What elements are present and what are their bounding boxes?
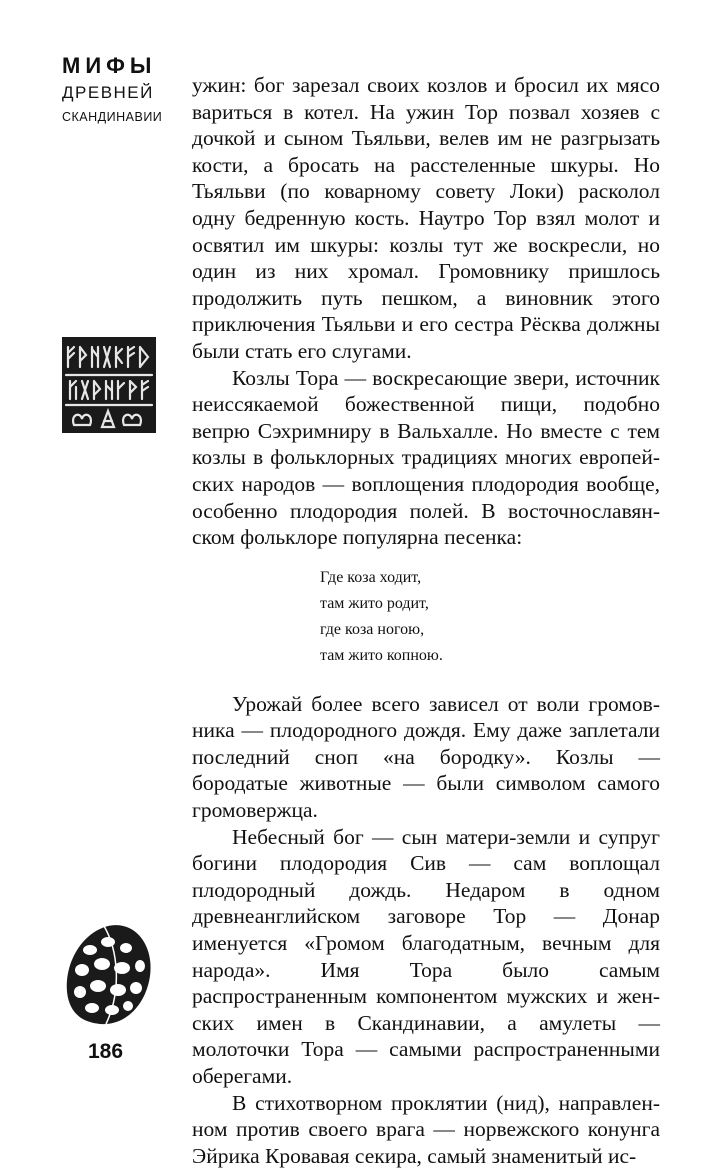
series-heading xyxy=(62,52,172,128)
body-text xyxy=(192,72,660,1169)
paragraph: ужин: бог зарезал своих козлов и бросил их мясо вариться в котел. На ужин Тор позвал хозяев с дочкой и сыном Тьяльви, велев им не разгрызать кости, а бросать на расстеленные шкуры. Но Тьяльви (по коварному совету Локи) расколол одну бедренную кость. Наутро Тор взял молот и освятил им шкуры: козлы тут же воскресли, но один из них хромал. Громовнику пришлось продолжить путь пешком, а виновник этого приключения Тьяльви и его сестра Рёсква должны были стать его слугами. xyxy=(192,73,660,363)
poem-line: там жито копною. xyxy=(320,646,443,664)
shell-icon xyxy=(60,920,156,1032)
rune-stone-icon xyxy=(60,335,158,435)
series-title-line1: МИФЫ xyxy=(62,53,157,78)
paragraph: В стихотворном проклятии (нид), направленном против своего врага — норвежского конунга Эйрика Кровавая секира, самый знаменитый ис- xyxy=(192,1090,660,1168)
page-number: 186 xyxy=(88,1040,124,1063)
poem xyxy=(320,565,660,669)
poem-line: где коза ногою, xyxy=(320,620,425,638)
series-title-line3: СКАНДИНАВИИ xyxy=(62,110,163,124)
poem-line: Где коза ходит, xyxy=(320,568,422,586)
paragraph: Козлы Тора — воскресающие звери, источник неиссякаемой божественной пищи, подобно вепрю Сэхримниру в Вальхалле. Но вместе с тем козлы в фольклорных традициях многих европейских народов — воплощения плодородия вообще, особенно плодородия полей. В восточнославянском фольклоре популярна песенка: xyxy=(192,365,660,550)
poem-line: там жито родит, xyxy=(320,594,429,612)
series-title-line2: ДРЕВНЕЙ xyxy=(62,83,154,102)
paragraph: Урожай более всего зависел от воли громовника — плодородного дождя. Ему даже заплетали последний сноп «на бородку». Козлы — бородатые животные — были символом самого громовержца. xyxy=(192,691,660,823)
paragraph: Небесный бог — сын матери-земли и супруг богини плодородия Сив — сам воплощал плодородный дождь. Недаром в одном древнеанглийском заговоре Тор — Донар именуется «Громом благодатным, вечным для народа». Имя Тора было самым распространенным компонентом мужских и женских имен в Скандинавии, а амулеты — молоточки Тора — самыми распространенными оберегами. xyxy=(192,824,660,1088)
